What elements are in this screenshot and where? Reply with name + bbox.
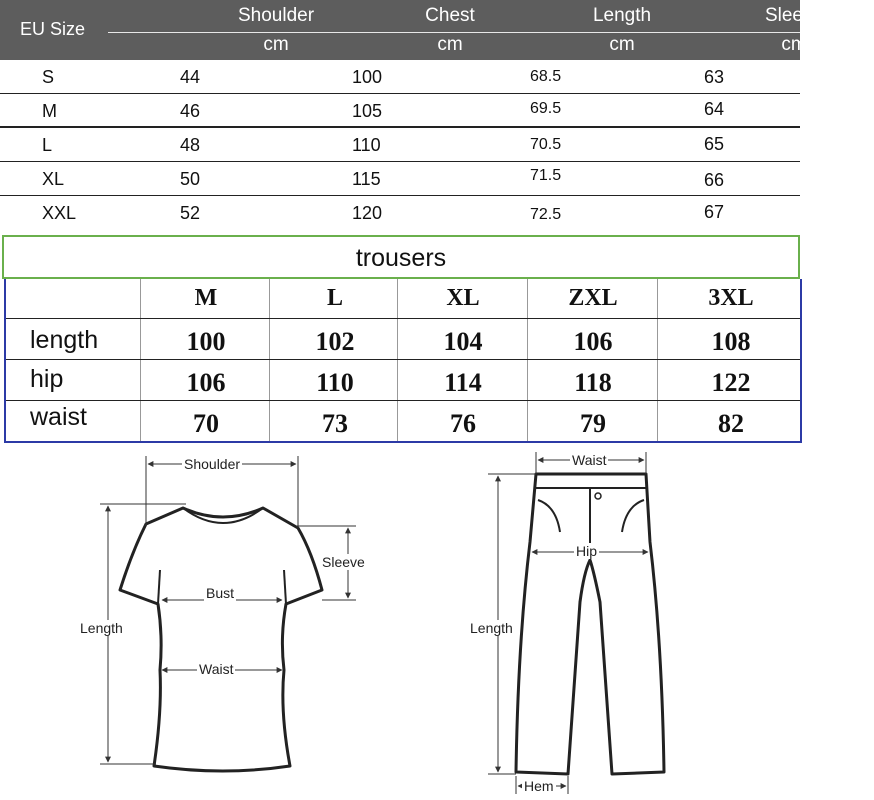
- sleeve-cell: 63: [704, 67, 725, 87]
- size-cell: XL: [42, 169, 65, 189]
- table-cell: 114: [444, 368, 482, 397]
- header-unit: cm: [437, 34, 463, 55]
- header-unit: cm: [781, 34, 807, 55]
- size-header-zxl: ZXL: [568, 285, 618, 311]
- size-header-xl: XL: [446, 285, 480, 311]
- table-row: [0, 162, 800, 196]
- table-row: [0, 128, 800, 162]
- table-cell: 104: [443, 327, 483, 356]
- chest-cell: 100: [352, 67, 383, 87]
- chest-cell: 105: [352, 101, 383, 121]
- size-header-l: L: [326, 285, 343, 311]
- length-cell: 68.5: [530, 68, 562, 85]
- size-cell: L: [42, 135, 53, 155]
- table-cell: 76: [450, 409, 476, 438]
- shoulder-cell: 52: [180, 203, 201, 223]
- bust-label: Bust: [206, 585, 235, 601]
- shirt-length-label: Length: [80, 620, 123, 636]
- shoulder-cell: 48: [180, 135, 201, 155]
- length-cell: 70.5: [530, 136, 562, 153]
- tshirt-illustration: [120, 508, 322, 771]
- header-divider: [108, 32, 800, 33]
- row-divider: [6, 400, 800, 401]
- table-row: [0, 60, 800, 94]
- eu-size-header: EU Size: [20, 19, 86, 39]
- header-name: Shoulder: [237, 5, 315, 26]
- sleeve-cell: 64: [704, 99, 725, 119]
- chest-cell: 110: [352, 135, 381, 155]
- table-cell: 79: [580, 409, 606, 438]
- table-row: [0, 94, 800, 128]
- length-cell: 69.5: [530, 100, 562, 117]
- pants-length-label: Length: [470, 620, 513, 636]
- hip-label: Hip: [576, 543, 598, 559]
- table-cell: 70: [193, 409, 219, 438]
- chest-cell: 115: [352, 169, 381, 189]
- header-unit: cm: [609, 34, 635, 55]
- sleeve-label: Sleeve: [322, 554, 365, 570]
- column-divider: [527, 279, 528, 441]
- top-table-header: [0, 0, 824, 60]
- shoulder-cell: 44: [180, 67, 201, 87]
- shoulder-cell: 50: [180, 169, 201, 189]
- column-divider: [657, 279, 658, 441]
- table-row: [0, 196, 800, 230]
- table-cell: 100: [186, 327, 226, 356]
- table-cell: 106: [573, 327, 613, 356]
- chest-cell: 120: [352, 203, 383, 223]
- sleeve-cell: 66: [704, 170, 725, 190]
- table-cell: 73: [322, 409, 348, 438]
- row-label-hip: hip: [30, 365, 64, 393]
- shoulder-label: Shoulder: [184, 456, 241, 472]
- column-divider: [140, 279, 141, 441]
- table-cell: 118: [574, 368, 612, 397]
- shirt-waist-label: Waist: [199, 661, 234, 677]
- table-cell: 110: [316, 368, 354, 397]
- size-header-3xl: 3XL: [708, 285, 754, 311]
- header-name: Sleeve: [764, 5, 824, 26]
- size-header-m: M: [194, 285, 218, 311]
- table-cell: 82: [718, 409, 744, 438]
- hem-label: Hem: [524, 778, 554, 794]
- row-divider: [6, 359, 800, 360]
- length-cell: 72.5: [530, 206, 562, 223]
- shoulder-cell: 46: [180, 101, 201, 121]
- row-label-waist: waist: [30, 403, 87, 431]
- sleeve-cell: 65: [704, 134, 725, 154]
- pants-illustration: [516, 474, 664, 774]
- trousers-title: trousers: [355, 244, 447, 272]
- length-cell: 71.5: [530, 167, 562, 184]
- size-cell: XXL: [42, 203, 77, 223]
- header-unit: cm: [263, 34, 289, 55]
- header-name: Length: [592, 5, 652, 26]
- header-name: Chest: [425, 5, 475, 26]
- measurement-diagrams: [0, 442, 800, 800]
- row-label-length: length: [30, 326, 99, 354]
- table-cell: 122: [711, 368, 751, 397]
- size-cell: S: [42, 67, 55, 87]
- table-cell: 108: [711, 327, 751, 356]
- trousers-title-bar: [2, 235, 800, 279]
- table-cell: 106: [186, 368, 226, 397]
- table-cell: 102: [315, 327, 355, 356]
- trousers-size-table: [4, 279, 802, 443]
- sleeve-cell: 67: [704, 202, 725, 222]
- row-divider: [6, 318, 800, 319]
- size-cell: M: [42, 101, 57, 121]
- pants-waist-label: Waist: [572, 452, 607, 468]
